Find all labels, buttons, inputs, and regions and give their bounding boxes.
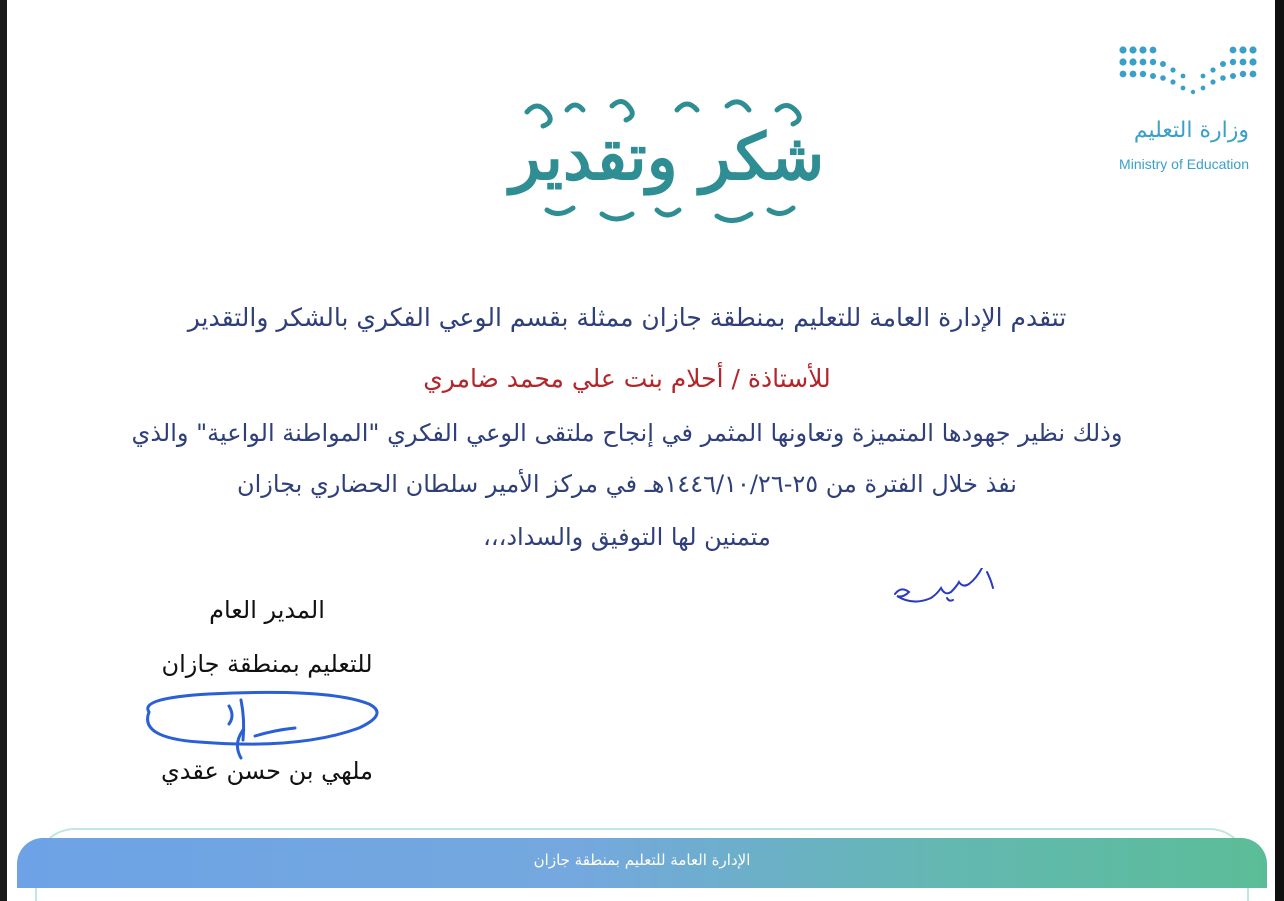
signatory-role: المدير العام (209, 596, 325, 624)
reason-line: وذلك نظير جهودها المتميزة وتعاونها المثمر في إنجاح ملتقى الوعي الفكري "المواطنة الواعية" والذي (131, 419, 1123, 447)
director-signature (137, 690, 382, 760)
intro-line: تتقدم الإدارة العامة للتعليم بمنطقة جازان ممثلة بقسم الوعي الفكري بالشكر والتقدير (187, 303, 1067, 332)
footer-text: الإدارة العامة للتعليم بمنطقة جازان (533, 851, 751, 869)
footer-bar (17, 838, 1267, 888)
logo-arabic-text: وزارة التعليم (1133, 118, 1249, 143)
certificate-title (507, 92, 827, 232)
ministry-logo (1107, 40, 1257, 180)
recipient-name: للأستاذة / أحلام بنت علي محمد ضامري (423, 364, 831, 393)
dots-logo-icon (1117, 40, 1267, 110)
title-text: شكر وتقدير (509, 120, 825, 195)
signatory-name: ملهي بن حسن عقدي (160, 757, 374, 785)
closing-line: متمنين لها التوفيق والسداد،،، (483, 523, 771, 551)
date-location-line: نفذ خلال الفترة من ٢٥-١٤٤٦/١٠/٢٦هـ في مركز الأمير سلطان الحضاري بجازان (236, 470, 1017, 498)
page-edge (1275, 0, 1284, 901)
signatory-org: للتعليم بمنطقة جازان (161, 650, 373, 678)
logo-english-text: Ministry of Education (1119, 156, 1249, 172)
certificate-page (7, 0, 1275, 901)
